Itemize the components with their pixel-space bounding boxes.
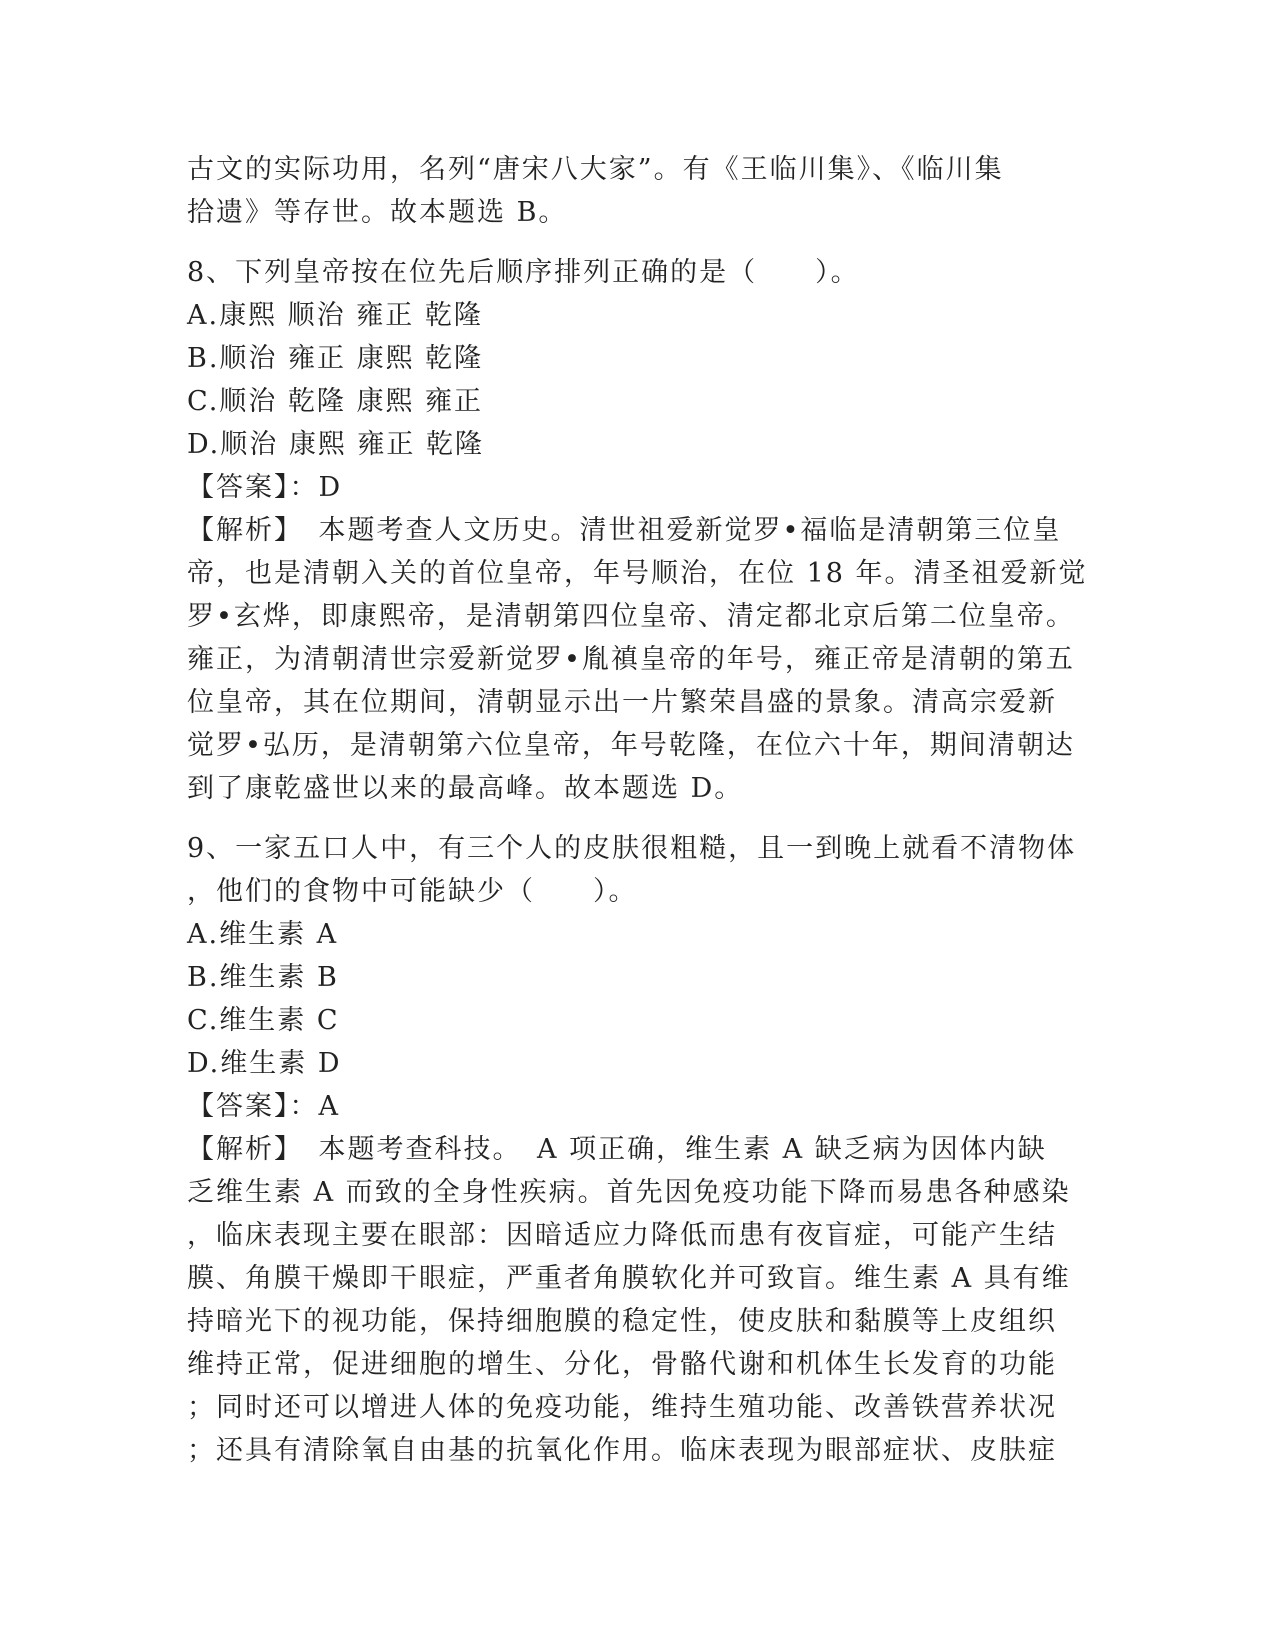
q9-analysis-line: 膜、角膜干燥即干眼症，严重者角膜软化并可致盲。维生素 A 具有维 (187, 1263, 1071, 1294)
q9-analysis-line: ；还具有清除氧自由基的抗氧化作用。临床表现为眼部症状、皮肤症 (187, 1435, 1057, 1466)
q8-analysis-line: 罗•玄烨，即康熙帝，是清朝第四位皇帝、清定都北京后第二位皇帝。 (187, 601, 1075, 632)
q9-analysis-line: ；同时还可以增进人体的免疫功能，维持生殖功能、改善铁营养状况 (187, 1392, 1057, 1423)
q9-option-c: C.维生素 C (187, 1005, 340, 1036)
prev-answer-line: 拾遗》等存世。故本题选 B。 (187, 197, 568, 228)
q9-analysis-line: 持暗光下的视功能，保持细胞膜的稳定性，使皮肤和黏膜等上皮组织 (187, 1306, 1057, 1337)
q8-analysis-line: 到了康乾盛世以来的最高峰。故本题选 D。 (187, 773, 744, 804)
q8-stem: 8、下列皇帝按在位先后顺序排列正确的是（ ）。 (187, 257, 860, 288)
q9-option-d: D.维生素 D (187, 1048, 342, 1079)
q8-option-c: C.顺治 乾隆 康熙 雍正 (187, 386, 484, 417)
q9-analysis-line: 乏维生素 A 而致的全身性疾病。首先因免疫功能下降而易患各种感染 (187, 1177, 1071, 1208)
q8-analysis-line: 位皇帝，其在位期间，清朝显示出一片繁荣昌盛的景象。清高宗爱新 (187, 687, 1057, 718)
q8-analysis-line: 雍正，为清朝清世宗爱新觉罗•胤禛皇帝的年号，雍正帝是清朝的第五 (187, 644, 1075, 675)
q8-analysis-line: 觉罗•弘历，是清朝第六位皇帝，年号乾隆，在位六十年，期间清朝达 (187, 730, 1075, 761)
q9-option-a: A.维生素 A (187, 919, 339, 950)
q8-analysis-line: 【解析】 本题考查人文历史。清世祖爱新觉罗•福临是清朝第三位皇 (187, 515, 1062, 546)
q9-analysis-line: 【解析】 本题考查科技。 A 项正确，维生素 A 缺乏病为因体内缺 (187, 1134, 1047, 1165)
q8-option-b: B.顺治 雍正 康熙 乾隆 (187, 343, 484, 374)
q9-analysis-line: 维持正常，促进细胞的增生、分化，骨骼代谢和机体生长发育的功能 (187, 1349, 1057, 1380)
paragraph-gap (187, 234, 1087, 251)
q9-analysis-line: ，临床表现主要在眼部：因暗适应力降低而患有夜盲症，可能产生结 (187, 1220, 1057, 1251)
q9-option-b: B.维生素 B (187, 962, 339, 993)
q9-stem-line: ，他们的食物中可能缺少（ ）。 (187, 876, 638, 907)
q8-option-d: D.顺治 康熙 雍正 乾隆 (187, 429, 485, 460)
q9-stem-line: 9、一家五口人中，有三个人的皮肤很粗糙，且一到晚上就看不清物体 (187, 833, 1077, 864)
q9-answer: 【答案】：A (187, 1091, 340, 1122)
prev-answer-line: 古文的实际功用，名列“唐宋八大家”。有《王临川集》、《临川集 (187, 154, 1004, 185)
page-content (187, 148, 1087, 1472)
q8-answer: 【答案】：D (187, 472, 343, 503)
q8-analysis-line: 帝，也是清朝入关的首位皇帝，年号顺治，在位 18 年。清圣祖爱新觉 (187, 558, 1088, 589)
paragraph-gap (187, 810, 1087, 827)
q8-option-a: A.康熙 顺治 雍正 乾隆 (187, 300, 483, 331)
